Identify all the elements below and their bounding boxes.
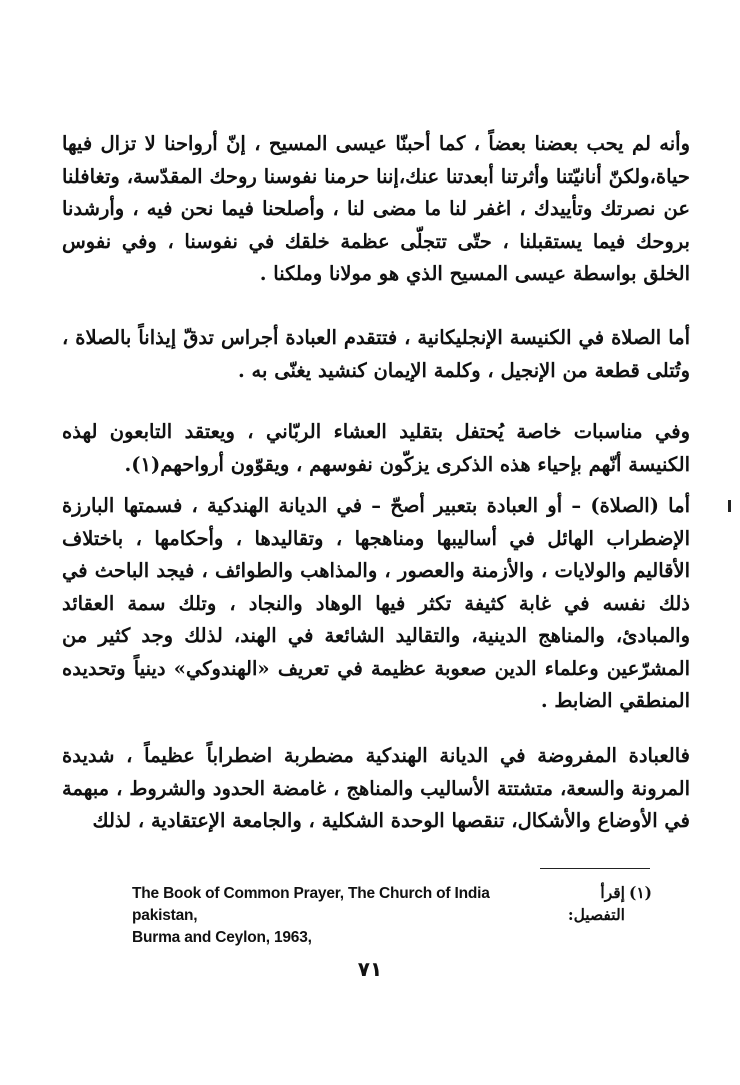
- margin-mark: [728, 500, 731, 512]
- paragraph-1: وأنه لم يحب بعضنا بعضاً ، كما أحبنّا عيسى المسيح ، إنّ أرواحنا لا تزال فيها حياة،ولكنّ أنانيّتنا وأثرتنا أبعدتنا عنك،إننا حرمنا نفوسنا روحك المقدّسة، وتغافلنا عن نصرتك وتأييدك ، اغفر لنا ما مضى لنا ، وأصلحنا فيما نحن فيه ، وأرشدنا بروحك فيما يستقبلنا ، حتّى تتجلّى عظمة خلقك في نفوسنا ، وفي نفوس الخلق بواسطة عيسى المسيح الذي هو مولانا وملكنا .: [62, 132, 690, 285]
- footnote-separator: [540, 868, 650, 869]
- paragraph-5: فالعبادة المفروضة في الديانة الهندكية مضطربة اضطراباً عظيماً ، شديدة المرونة والسعة، متشتتة الأساليب والمناهج ، غامضة الحدود والشروط ، مبهمة في الأوضاع والأشكال، تنقصها الوحدة الشكلية ، والجامعة الإعتقادية ، لذلك: [62, 744, 690, 832]
- paragraph-2: أما الصلاة في الكنيسة الإنجليكانية ، فتتقدم العبادة أجراس تدقّ إيذاناً بالصلاة ، وتُتلى قطعة من الإنجيل ، وكلمة الإيمان كنشيد يغنّى به .: [62, 326, 690, 382]
- footnote: [132, 882, 652, 949]
- footnote-line-1: [132, 882, 652, 927]
- footnote-arabic-label: إقرأ التفصيل:: [567, 883, 625, 924]
- page-number: ٧١: [357, 957, 383, 981]
- paragraph-4: أما (الصلاة) – أو العبادة بتعبير أصحّ – في الديانة الهندكية ، فسمتها البارزة الإضطراب الهائل في أساليبها ومناهجها ، وتقاليدها ، وأحكامها ، باختلاف الأقاليم والولايات ، والأزمنة والعصور ، والمذاهب والطوائف ، فيجد الباحث في ذلك نفسه في غابة كثيفة تكثر فيها الوهاد والنجاد ، وتلك سمة العقائد والمبادئ، والمناهج الدينية، والتقاليد الشائعة في الهند، لذلك وجد كثير من المشرّعين وعلماء الدين صعوبة عظيمة في تعريف «الهندوكي» دينياً وتحديده المنطقي الضابط .: [62, 494, 690, 712]
- footnote-reference-line-1: The Book of Common Prayer, The Church of India pakistan,: [132, 885, 490, 924]
- footnote-reference-line-2: Burma and Ceylon, 1963,: [132, 929, 312, 946]
- footnote-marker: (١): [628, 883, 652, 902]
- paragraph-3: وفي مناسبات خاصة يُحتفل بتقليد العشاء الربّاني ، ويعتقد التابعون لهذه الكنيسة أنّهم بإحياء هذه الذكرى يزكّون نفوسهم ، ويقوّون أرواحهم(١).: [62, 420, 690, 476]
